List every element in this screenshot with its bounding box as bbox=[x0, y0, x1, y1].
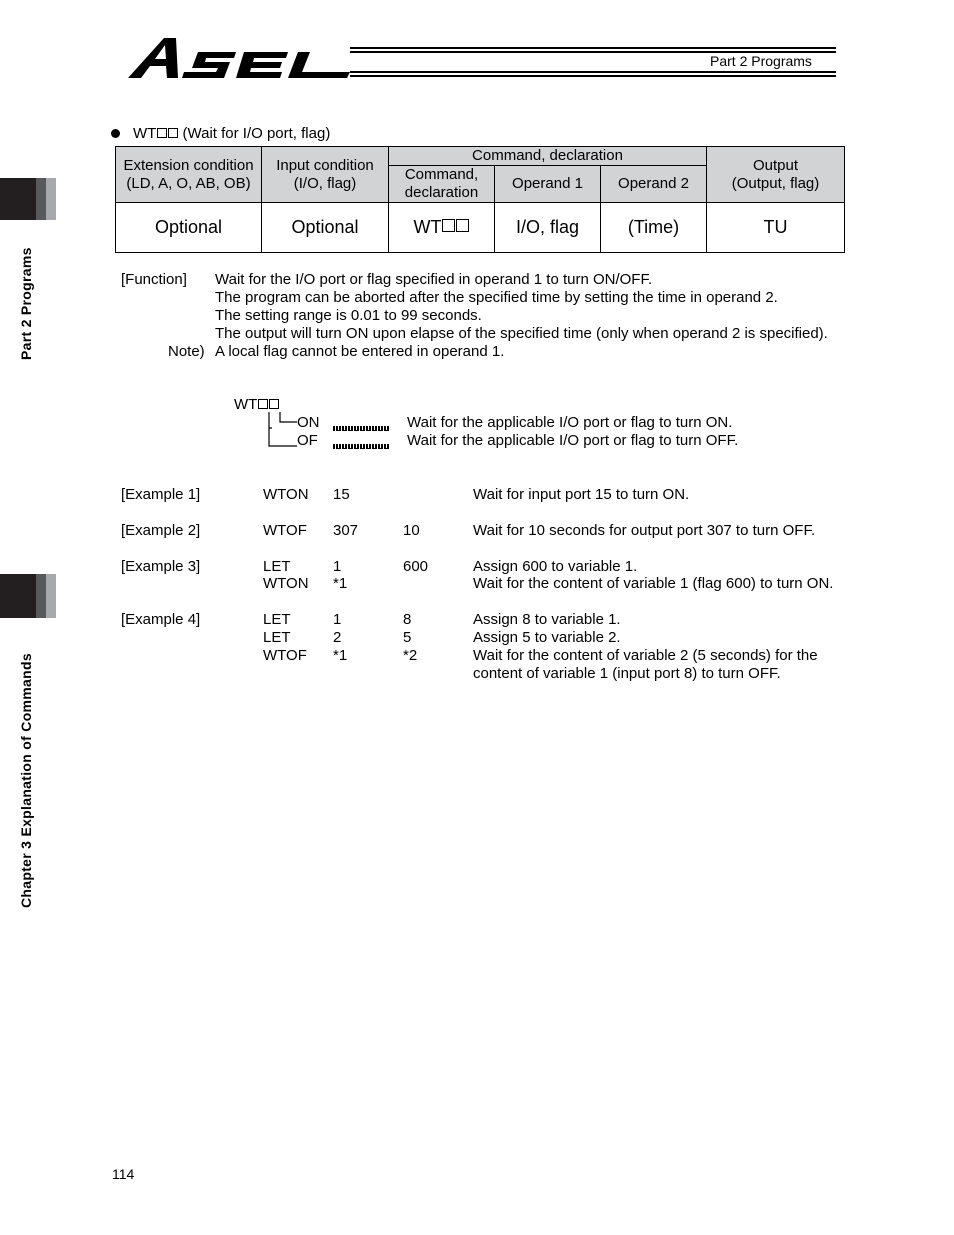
header-command-group: Command, declaration bbox=[389, 147, 707, 166]
bullet-icon bbox=[111, 129, 120, 138]
function-line: Wait for the I/O port or flag specified in operand 1 to turn ON/OFF. bbox=[215, 271, 653, 288]
header-rule-bottom bbox=[350, 71, 836, 73]
header-rule-bottom-2 bbox=[350, 75, 836, 77]
side-chapter-label: Chapter 3 Explanation of Commands bbox=[18, 653, 34, 908]
function-line: The setting range is 0.01 to 99 seconds. bbox=[215, 307, 482, 324]
section-title: Part 2 Programs bbox=[710, 53, 812, 69]
example-op2: 10 bbox=[403, 522, 420, 539]
cell-operand1: I/O, flag bbox=[495, 203, 601, 253]
placeholder-square-icon bbox=[157, 128, 167, 138]
example-op1: 1 bbox=[333, 611, 342, 628]
example-desc: Wait for the content of variable 1 (flag 600) to turn ON. bbox=[473, 575, 834, 592]
example-label: [Example 1] bbox=[121, 486, 201, 503]
example-cmd: LET bbox=[263, 611, 291, 628]
tree-connector bbox=[264, 411, 300, 449]
example-label: [Example 3] bbox=[121, 558, 201, 575]
side-part-label: Part 2 Programs bbox=[18, 247, 34, 360]
function-line: The output will turn ON upon elapse of the specified time (only when operand 2 is specified). bbox=[215, 325, 828, 342]
diagram-branch-code: OF bbox=[297, 432, 318, 449]
side-tab-chapter-shade-light bbox=[46, 574, 56, 618]
example-cmd: LET bbox=[263, 629, 291, 646]
example-op1: 1 bbox=[333, 558, 342, 575]
placeholder-square-icon bbox=[442, 219, 455, 232]
side-tab-part-shade bbox=[36, 178, 46, 220]
header-rule-top bbox=[350, 47, 836, 49]
side-tab-chapter-shade bbox=[36, 574, 46, 618]
cell-input-condition: Optional bbox=[262, 203, 389, 253]
example-op1: 307 bbox=[333, 522, 359, 539]
header-input-condition: Input condition (I/O, flag) bbox=[262, 147, 389, 203]
example-label: [Example 4] bbox=[121, 611, 201, 628]
example-label: [Example 2] bbox=[121, 522, 201, 539]
diagram-root: WT bbox=[234, 396, 279, 414]
function-label: [Function] bbox=[121, 271, 187, 288]
note-label: Note) bbox=[168, 343, 205, 360]
example-desc: Assign 600 to variable 1. bbox=[473, 558, 638, 575]
diagram-branch-text: Wait for the applicable I/O port or flag to turn OFF. bbox=[407, 432, 739, 449]
side-tab-chapter bbox=[0, 574, 36, 618]
example-op2: 600 bbox=[403, 558, 429, 575]
cell-output: TU bbox=[707, 203, 845, 253]
diagram-branch-code: ON bbox=[297, 414, 320, 431]
example-op1: 2 bbox=[333, 629, 342, 646]
example-op2: 5 bbox=[403, 629, 412, 646]
function-line: The program can be aborted after the specified time by setting the time in operand 2. bbox=[215, 289, 778, 306]
note-text: A local flag cannot be entered in operand 1. bbox=[215, 343, 505, 360]
command-spec-table bbox=[115, 146, 845, 253]
example-desc: Wait for the content of variable 2 (5 seconds) for the bbox=[473, 647, 818, 664]
diagram-branch-text: Wait for the applicable I/O port or flag to turn ON. bbox=[407, 414, 733, 431]
example-desc: Assign 5 to variable 2. bbox=[473, 629, 621, 646]
example-cmd: WTOF bbox=[263, 522, 307, 539]
header-operand2: Operand 2 bbox=[601, 166, 707, 203]
header-command-declaration: Command, declaration bbox=[389, 166, 495, 203]
example-cmd: WTON bbox=[263, 575, 309, 592]
header-extension-condition: Extension condition (LD, A, O, AB, OB) bbox=[116, 147, 262, 203]
command-heading bbox=[133, 125, 330, 143]
side-tab-part-shade-light bbox=[46, 178, 56, 220]
cell-command: WT bbox=[389, 203, 495, 253]
side-tab-part bbox=[0, 178, 36, 220]
header-output: Output (Output, flag) bbox=[707, 147, 845, 203]
page-number: 114 bbox=[112, 1166, 135, 1182]
example-op1: *1 bbox=[333, 647, 348, 664]
command-prefix: WT bbox=[133, 125, 157, 142]
command-description: (Wait for I/O port, flag) bbox=[182, 125, 331, 142]
example-cmd: WTOF bbox=[263, 647, 307, 664]
example-op1: 15 bbox=[333, 486, 350, 503]
example-desc: content of variable 1 (input port 8) to turn OFF. bbox=[473, 665, 781, 682]
example-desc: Wait for input port 15 to turn ON. bbox=[473, 486, 690, 503]
placeholder-square-icon bbox=[168, 128, 178, 138]
example-desc: Wait for 10 seconds for output port 307 to turn OFF. bbox=[473, 522, 816, 539]
cell-operand2: (Time) bbox=[601, 203, 707, 253]
asel-logo bbox=[126, 34, 356, 82]
dotted-leader bbox=[333, 444, 389, 449]
placeholder-square-icon bbox=[258, 399, 268, 409]
header-operand1: Operand 1 bbox=[495, 166, 601, 203]
example-op1: *1 bbox=[333, 575, 348, 592]
placeholder-square-icon bbox=[456, 219, 469, 232]
example-cmd: WTON bbox=[263, 486, 309, 503]
example-desc: Assign 8 to variable 1. bbox=[473, 611, 621, 628]
placeholder-square-icon bbox=[269, 399, 279, 409]
dotted-leader bbox=[333, 426, 389, 431]
example-cmd: LET bbox=[263, 558, 291, 575]
example-op2: 8 bbox=[403, 611, 412, 628]
example-op2: *2 bbox=[403, 647, 418, 664]
cell-extension-condition: Optional bbox=[116, 203, 262, 253]
